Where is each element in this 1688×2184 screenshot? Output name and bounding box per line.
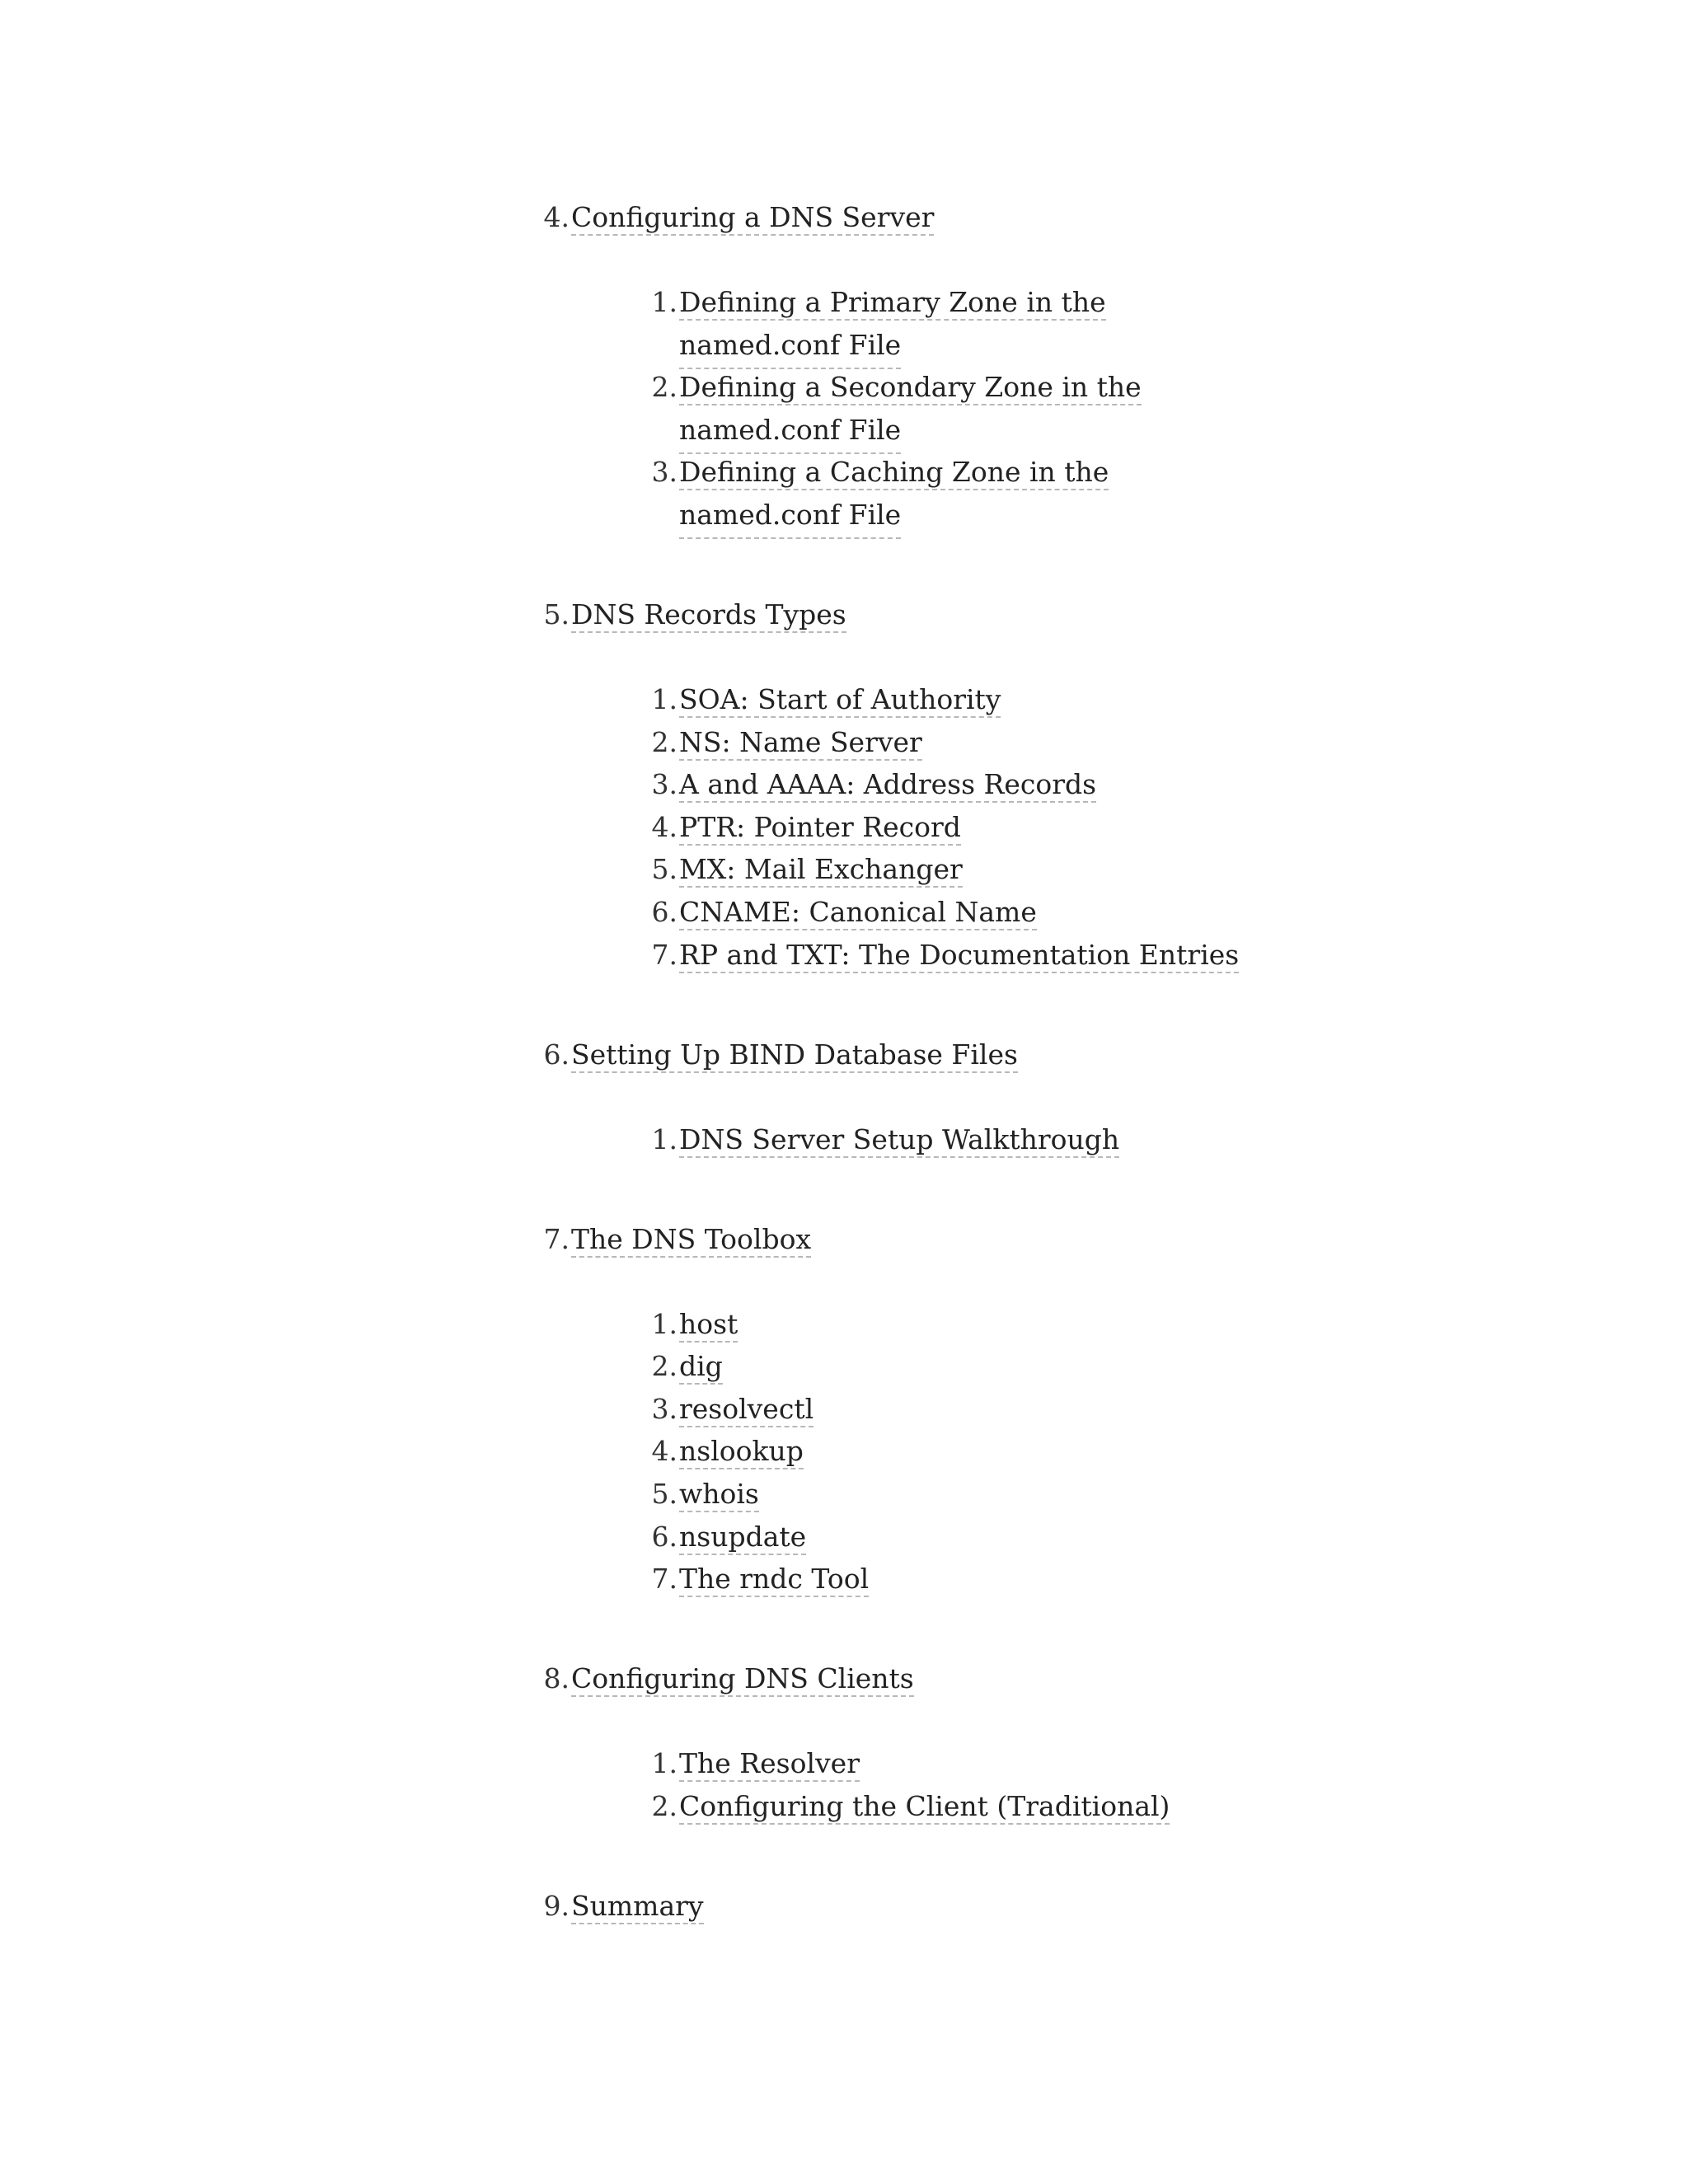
- toc-subsection-title-line: nslookup: [679, 1435, 804, 1469]
- toc-subsection-title-line: Configuring the Client (Traditional): [679, 1790, 1170, 1825]
- toc-subsection-title-line: host: [679, 1308, 738, 1343]
- toc-subsection-title-line: NS: Name Server: [679, 726, 922, 761]
- toc-subsection-link[interactable]: [679, 1742, 860, 1785]
- toc-subsection-title-line: named.conf File: [679, 409, 901, 454]
- toc-subsection-title-line: PTR: Pointer Record: [679, 811, 961, 846]
- toc-section-title: DNS Records Types: [571, 598, 846, 633]
- toc-subsection-link[interactable]: [679, 1388, 814, 1431]
- toc-subsection-link[interactable]: [679, 451, 1109, 531]
- toc-subsection-title-line: named.conf File: [679, 494, 901, 539]
- toc-subsection-number: 7.: [651, 1563, 678, 1596]
- toc-subsection-title-line: RP and TXT: The Documentation Entries: [679, 939, 1239, 973]
- toc-section-link[interactable]: [571, 196, 934, 239]
- toc-section-number: 6.: [543, 1038, 570, 1071]
- toc-section-title: The DNS Toolbox: [571, 1223, 811, 1258]
- toc-section-title: Summary: [571, 1890, 704, 1924]
- toc-section-number: 9.: [543, 1889, 570, 1922]
- toc-subsection-number: 1.: [651, 1307, 678, 1340]
- toc-subsection-link[interactable]: [679, 891, 1037, 934]
- toc-subsection-number: 3.: [651, 1392, 678, 1425]
- toc-section-number: 4.: [543, 201, 570, 233]
- toc-subsection-link[interactable]: [679, 678, 1001, 721]
- toc-subsection-number: 2.: [651, 725, 678, 758]
- toc-section-link[interactable]: [571, 593, 846, 636]
- toc-subsection-number: 4.: [651, 1435, 678, 1468]
- toc-subsection-number: 2.: [651, 1350, 678, 1383]
- toc-section-link[interactable]: [571, 1218, 811, 1261]
- toc-subsection-link[interactable]: [679, 1473, 759, 1516]
- toc-subsection-number: 1.: [651, 1122, 678, 1155]
- toc-subsection-link[interactable]: [679, 1430, 804, 1473]
- toc-subsection-link[interactable]: [679, 1785, 1170, 1828]
- toc-subsection-link[interactable]: [679, 848, 963, 891]
- toc-subsection-title-line: nsupdate: [679, 1521, 806, 1555]
- toc-subsection-link[interactable]: [679, 281, 1106, 361]
- toc-section-number: 7.: [543, 1222, 570, 1255]
- toc-subsection-link[interactable]: [679, 763, 1096, 806]
- toc-subsection-title-line: The Resolver: [679, 1747, 860, 1782]
- toc-section-number: 5.: [543, 598, 570, 630]
- toc-subsection-link[interactable]: [679, 806, 961, 849]
- toc-subsection-number: 7.: [651, 938, 678, 971]
- toc-subsection-link[interactable]: [679, 1345, 723, 1388]
- toc-subsection-title-line: DNS Server Setup Walkthrough: [679, 1123, 1119, 1158]
- toc-section-number: 8.: [543, 1662, 570, 1695]
- toc-subsection-link[interactable]: [679, 1516, 806, 1558]
- toc-subsection-number: 6.: [651, 1520, 678, 1553]
- toc-subsection-number: 2.: [651, 1789, 678, 1822]
- toc-section-title: Setting Up BIND Database Files: [571, 1038, 1018, 1073]
- toc-subsection-number: 1.: [651, 1747, 678, 1780]
- toc-section-link[interactable]: [571, 1885, 704, 1928]
- toc-subsection-title-line: SOA: Start of Authority: [679, 683, 1001, 718]
- toc-section-link[interactable]: [571, 1033, 1018, 1076]
- toc-subsection-title-line: Defining a Caching Zone in the: [679, 456, 1109, 490]
- toc-subsection-number: 6.: [651, 896, 678, 928]
- toc-subsection-title-line: Defining a Primary Zone in the: [679, 286, 1106, 321]
- toc-subsection-title-line: CNAME: Canonical Name: [679, 896, 1037, 930]
- toc-subsection-number: 3.: [651, 456, 678, 489]
- toc-subsection-number: 5.: [651, 853, 678, 886]
- toc-subsection-number: 1.: [651, 286, 678, 318]
- toc-subsection-title-line: named.conf File: [679, 324, 901, 369]
- toc-subsection-title-line: whois: [679, 1478, 759, 1512]
- toc-subsection-number: 4.: [651, 810, 678, 843]
- toc-section-title: Configuring DNS Clients: [571, 1662, 914, 1697]
- toc-subsection-number: 3.: [651, 768, 678, 801]
- toc-subsection-number: 1.: [651, 683, 678, 715]
- toc-subsection-link[interactable]: [679, 1118, 1119, 1161]
- toc-subsection-title-line: A and AAAA: Address Records: [679, 768, 1096, 803]
- toc-subsection-number: 5.: [651, 1478, 678, 1510]
- toc-subsection-link[interactable]: [679, 721, 922, 764]
- toc-subsection-link[interactable]: [679, 1303, 738, 1346]
- toc-subsection-link[interactable]: [679, 1558, 869, 1601]
- toc-section-link[interactable]: [571, 1657, 914, 1700]
- toc-subsection-number: 2.: [651, 371, 678, 404]
- toc-subsection-link[interactable]: [679, 366, 1142, 446]
- toc-subsection-title-line: resolvectl: [679, 1393, 814, 1427]
- toc-subsection-title-line: dig: [679, 1350, 723, 1385]
- toc-subsection-title-line: MX: Mail Exchanger: [679, 853, 963, 888]
- toc-subsection-link[interactable]: [679, 934, 1239, 977]
- toc-section-title: Configuring a DNS Server: [571, 201, 934, 236]
- toc-subsection-title-line: Defining a Secondary Zone in the: [679, 371, 1142, 405]
- toc-subsection-title-line: The rndc Tool: [679, 1563, 869, 1597]
